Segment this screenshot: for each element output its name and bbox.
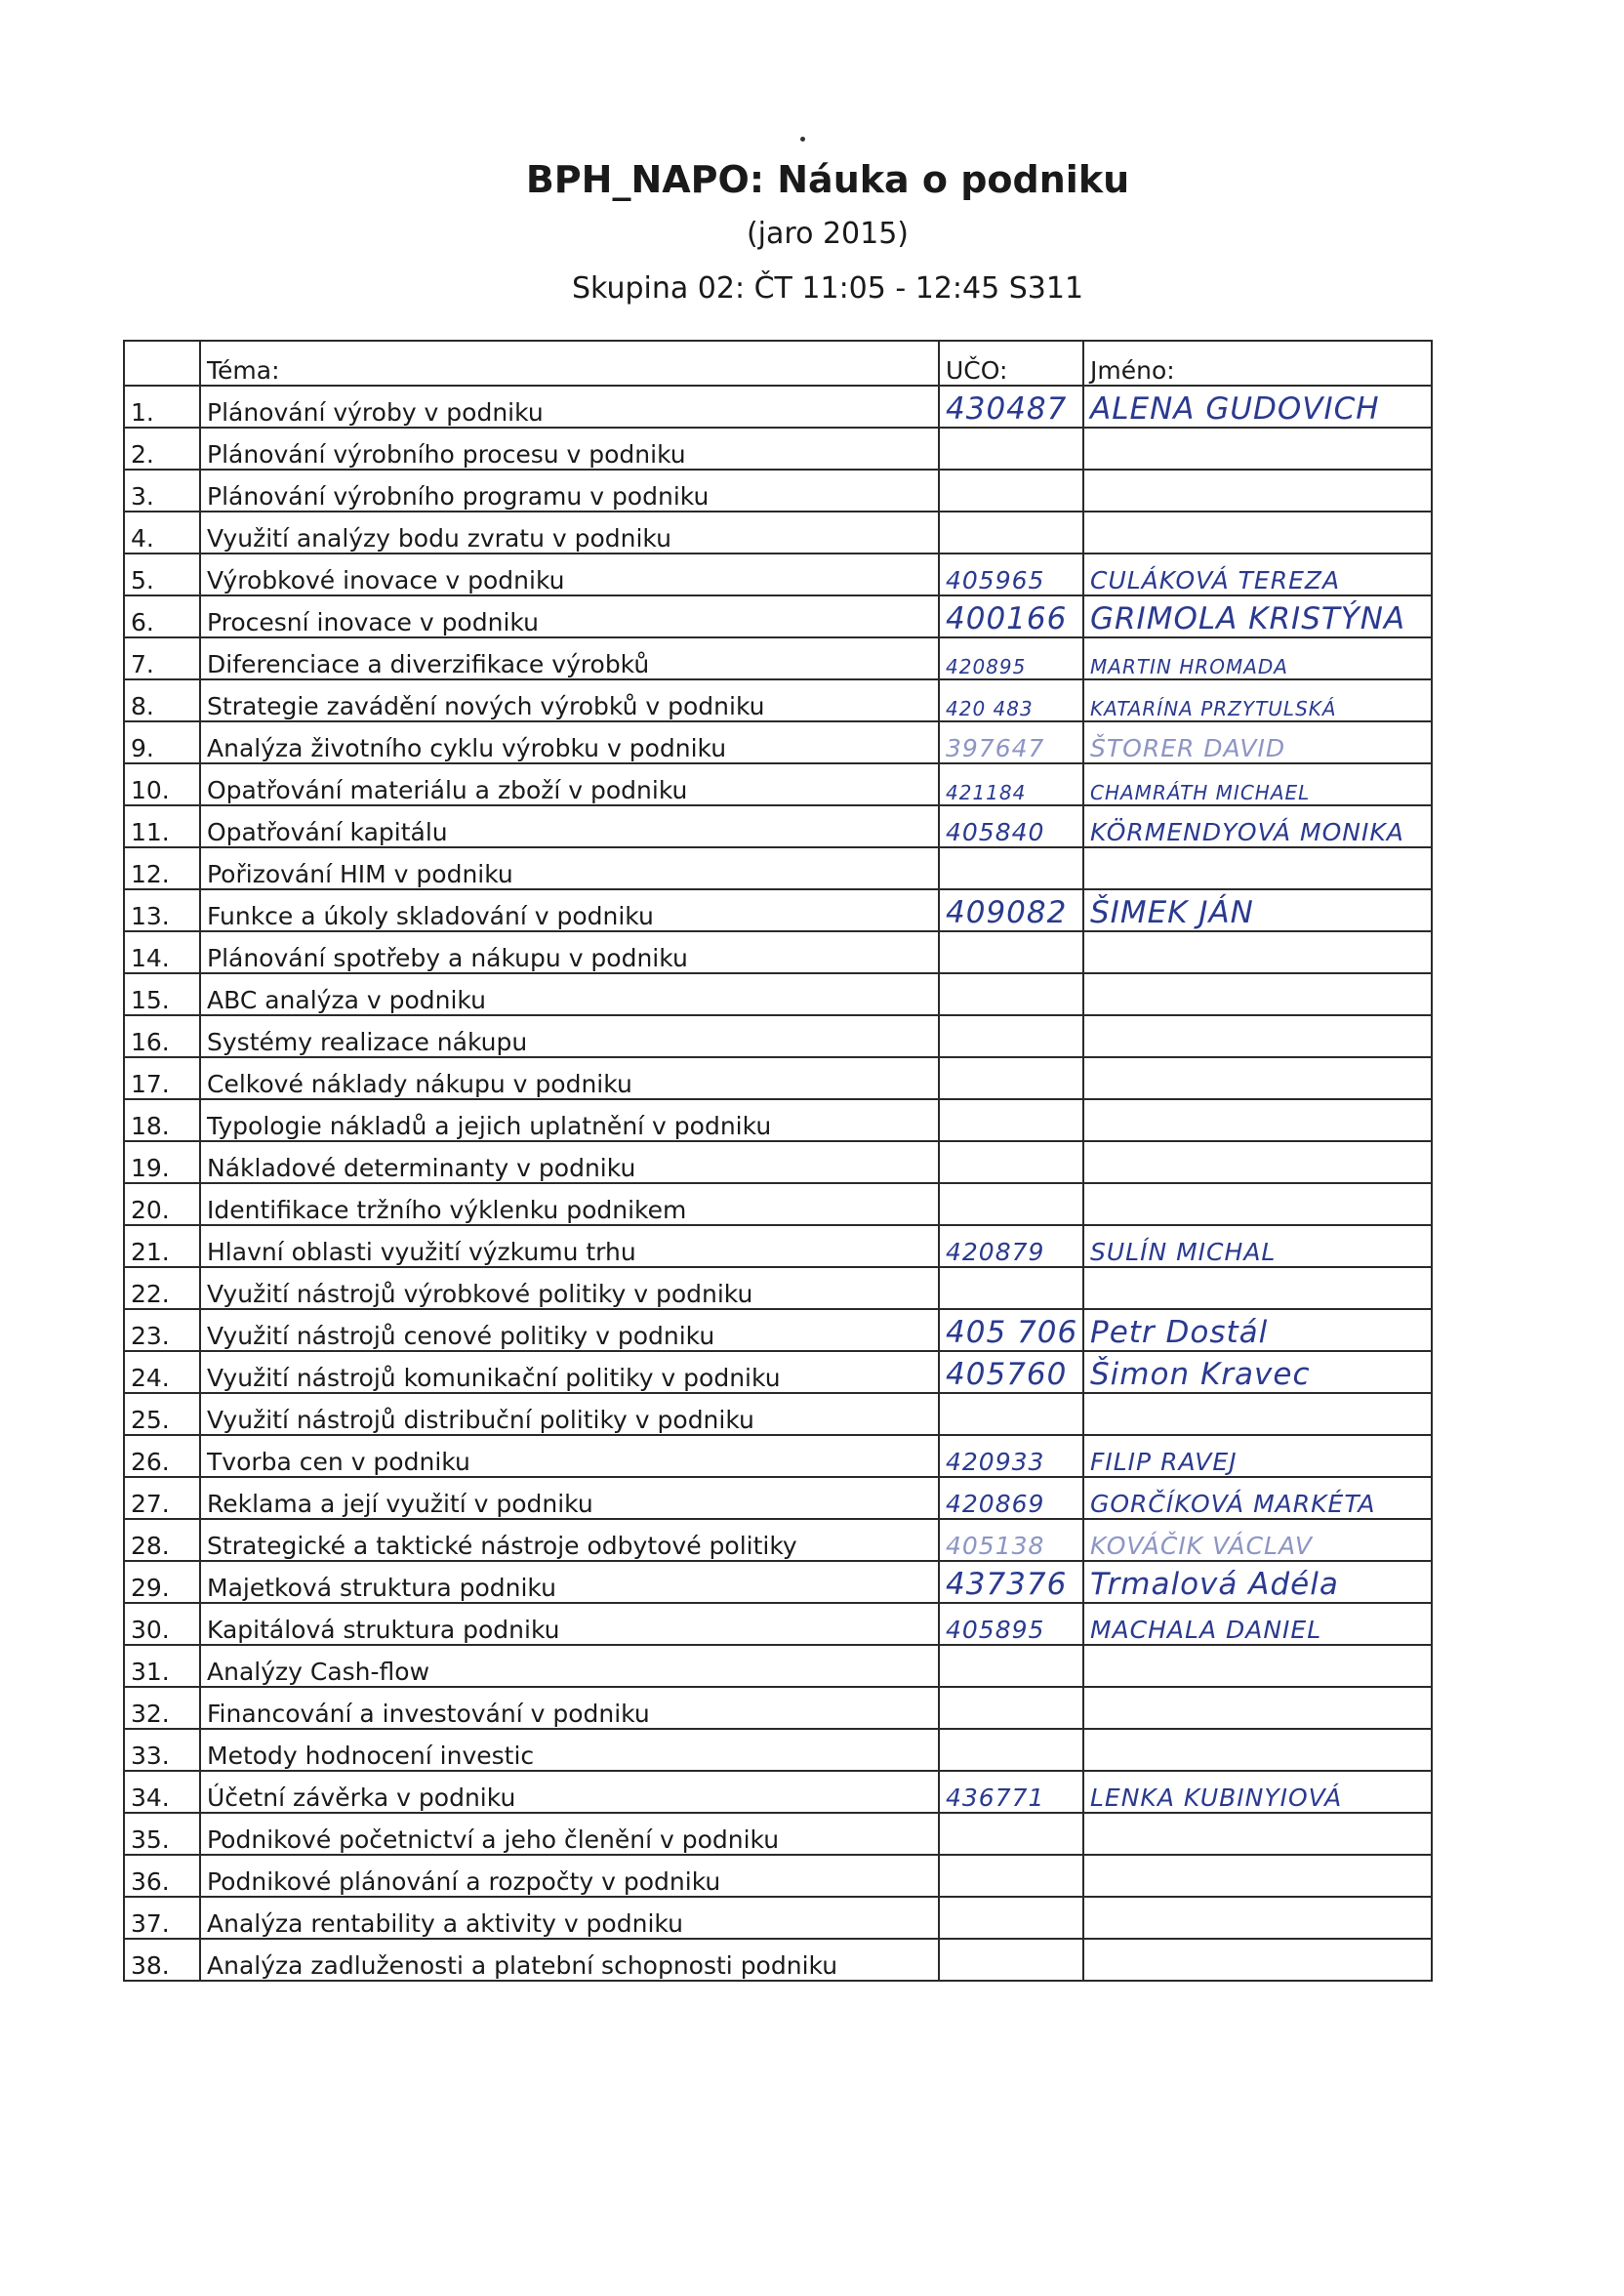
row-name: MARTIN HROMADA [1083,637,1432,679]
table-row [124,1267,1432,1309]
table-row [124,1393,1432,1435]
row-topic: Identifikace tržního výklenku podnikem [200,1183,939,1225]
row-number: 14. [124,931,200,973]
row-number: 10. [124,763,200,805]
row-uco [939,1141,1083,1183]
row-uco: 405965 [939,554,1083,595]
row-uco: 420895 [939,637,1083,679]
row-name [1083,1141,1432,1183]
row-name: GORČÍKOVÁ MARKÉTA [1083,1477,1432,1519]
table-row [124,1645,1432,1687]
row-number: 26. [124,1435,200,1477]
row-number: 18. [124,1099,200,1141]
row-name: Trmalová Adéla [1083,1561,1432,1603]
table-row [124,679,1432,721]
row-name: ŠTORER DAVID [1083,721,1432,763]
table-row [124,1561,1432,1603]
row-uco [939,1393,1083,1435]
row-uco: 405138 [939,1519,1083,1561]
row-name [1083,1183,1432,1225]
row-uco: 436771 [939,1771,1083,1813]
table-row [124,637,1432,679]
row-name [1083,1015,1432,1057]
group-schedule: Skupina 02: ČT 11:05 - 12:45 S311 [571,271,1084,306]
table-row [124,1183,1432,1225]
row-number: 28. [124,1519,200,1561]
table-row [124,470,1432,512]
row-uco [939,1897,1083,1939]
row-name [1083,1267,1432,1309]
row-topic: Nákladové determinanty v podniku [200,1141,939,1183]
table-row [124,1351,1432,1393]
row-topic: Typologie nákladů a jejich uplatnění v podniku [200,1099,939,1141]
row-number: 22. [124,1267,200,1309]
table-row [124,847,1432,889]
row-topic: Procesní inovace v podniku [200,595,939,637]
row-number: 2. [124,428,200,470]
row-number: 21. [124,1225,200,1267]
row-uco: 400166 [939,595,1083,637]
row-name: KATARÍNA PRZYTULSKÁ [1083,679,1432,721]
row-topic: Analýzy Cash-flow [200,1645,939,1687]
table-row [124,1603,1432,1645]
row-number: 31. [124,1645,200,1687]
row-number: 34. [124,1771,200,1813]
table-row [124,554,1432,595]
table-row [124,889,1432,931]
row-name [1083,1099,1432,1141]
row-name: KOVÁČIK VÁCLAV [1083,1519,1432,1561]
row-name: FILIP RAVEJ [1083,1435,1432,1477]
row-uco: 420933 [939,1435,1083,1477]
table-row [124,805,1432,847]
table-header-row [124,341,1432,386]
table-row [124,1015,1432,1057]
row-name: LENKA KUBINYIOVÁ [1083,1771,1432,1813]
row-uco [939,1939,1083,1981]
row-name [1083,1729,1432,1771]
row-topic: Využití nástrojů výrobkové politiky v podniku [200,1267,939,1309]
row-number: 35. [124,1813,200,1855]
topics-table [123,340,1433,1982]
row-topic: Využití nástrojů komunikační politiky v podniku [200,1351,939,1393]
term-label: (jaro 2015) [746,217,910,251]
row-name [1083,1393,1432,1435]
row-number: 25. [124,1393,200,1435]
row-name [1083,470,1432,512]
row-name [1083,1897,1432,1939]
row-name: ALENA GUDOVICH [1083,386,1432,428]
row-topic: Tvorba cen v podniku [200,1435,939,1477]
table-row [124,1687,1432,1729]
row-topic: Strategie zavádění nových výrobků v podniku [200,679,939,721]
row-uco: 405840 [939,805,1083,847]
table-row [124,386,1432,428]
row-name [1083,1057,1432,1099]
row-topic: Plánování spotřeby a nákupu v podniku [200,931,939,973]
row-uco [939,1015,1083,1057]
row-number: 24. [124,1351,200,1393]
row-topic: Reklama a její využití v podniku [200,1477,939,1519]
table-row [124,931,1432,973]
row-number: 37. [124,1897,200,1939]
row-name: MACHALA DANIEL [1083,1603,1432,1645]
table-row [124,1435,1432,1477]
row-number: 16. [124,1015,200,1057]
row-uco [939,1813,1083,1855]
row-topic: ABC analýza v podniku [200,973,939,1015]
row-topic: Analýza zadluženosti a platební schopnosti podniku [200,1939,939,1981]
row-name [1083,428,1432,470]
row-topic: Plánování výrobního procesu v podniku [200,428,939,470]
row-topic: Účetní závěrka v podniku [200,1771,939,1813]
row-uco [939,1183,1083,1225]
row-number: 27. [124,1477,200,1519]
row-topic: Plánování výroby v podniku [200,386,939,428]
row-topic: Analýza rentability a aktivity v podniku [200,1897,939,1939]
row-name: ŠIMEK JÁN [1083,889,1432,931]
row-name: CHAMRÁTH MICHAEL [1083,763,1432,805]
table-row [124,1771,1432,1813]
row-number: 8. [124,679,200,721]
row-topic: Diferenciace a diverzifikace výrobků [200,637,939,679]
table-row [124,1141,1432,1183]
row-uco [939,512,1083,554]
table-row [124,595,1432,637]
row-uco: 397647 [939,721,1083,763]
row-number: 1. [124,386,200,428]
row-uco [939,931,1083,973]
table-row [124,1225,1432,1267]
table-row [124,428,1432,470]
row-topic: Analýza životního cyklu výrobku v podniku [200,721,939,763]
row-number: 38. [124,1939,200,1981]
row-uco [939,1687,1083,1729]
row-name: CULÁKOVÁ TEREZA [1083,554,1432,595]
row-topic: Hlavní oblasti využití výzkumu trhu [200,1225,939,1267]
row-uco: 409082 [939,889,1083,931]
row-topic: Opatřování materiálu a zboží v podniku [200,763,939,805]
row-number: 33. [124,1729,200,1771]
row-uco: 405760 [939,1351,1083,1393]
row-name [1083,931,1432,973]
row-topic: Financování a investování v podniku [200,1687,939,1729]
table-row [124,973,1432,1015]
row-number: 5. [124,554,200,595]
table-row [124,1057,1432,1099]
row-uco [939,470,1083,512]
row-name [1083,847,1432,889]
row-number: 32. [124,1687,200,1729]
row-topic: Strategické a taktické nástroje odbytové politiky [200,1519,939,1561]
row-name [1083,1813,1432,1855]
row-number: 3. [124,470,200,512]
row-name: Petr Dostál [1083,1309,1432,1351]
row-topic: Funkce a úkoly skladování v podniku [200,889,939,931]
document-header [0,152,1624,312]
column-header-uco: UČO: [939,341,1083,386]
row-topic: Plánování výrobního programu v podniku [200,470,939,512]
table-row [124,1939,1432,1981]
row-number: 17. [124,1057,200,1099]
row-topic: Kapitálová struktura podniku [200,1603,939,1645]
row-number: 19. [124,1141,200,1183]
row-topic: Opatřování kapitálu [200,805,939,847]
row-number: 4. [124,512,200,554]
row-topic: Využití analýzy bodu zvratu v podniku [200,512,939,554]
row-uco [939,1729,1083,1771]
row-number: 23. [124,1309,200,1351]
row-uco [939,1057,1083,1099]
table-row [124,763,1432,805]
table-row [124,1477,1432,1519]
row-number: 29. [124,1561,200,1603]
row-topic: Výrobkové inovace v podniku [200,554,939,595]
row-uco [939,847,1083,889]
row-number: 9. [124,721,200,763]
row-name [1083,1855,1432,1897]
row-topic: Majetková struktura podniku [200,1561,939,1603]
ink-dot [800,137,805,142]
course-title: BPH_NAPO: Náuka o podniku [525,158,1130,201]
table-row [124,1729,1432,1771]
row-uco [939,1267,1083,1309]
row-topic: Pořizování HIM v podniku [200,847,939,889]
table-row [124,512,1432,554]
column-header-topic: Téma: [200,341,939,386]
row-number: 12. [124,847,200,889]
row-uco: 421184 [939,763,1083,805]
row-topic: Využití nástrojů distribuční politiky v podniku [200,1393,939,1435]
row-number: 20. [124,1183,200,1225]
row-name: Šimon Kravec [1083,1351,1432,1393]
row-uco [939,973,1083,1015]
row-number: 7. [124,637,200,679]
row-name: GRIMOLA KRISTÝNA [1083,595,1432,637]
table-row [124,721,1432,763]
row-topic: Metody hodnocení investic [200,1729,939,1771]
column-header-name: Jméno: [1083,341,1432,386]
table-row [124,1855,1432,1897]
row-name [1083,1939,1432,1981]
row-topic: Systémy realizace nákupu [200,1015,939,1057]
row-name [1083,1687,1432,1729]
row-uco: 405895 [939,1603,1083,1645]
row-number: 13. [124,889,200,931]
table-row [124,1519,1432,1561]
row-uco: 420 483 [939,679,1083,721]
row-uco: 420869 [939,1477,1083,1519]
row-uco: 430487 [939,386,1083,428]
column-header-number [124,341,200,386]
row-number: 11. [124,805,200,847]
row-uco: 405 706 [939,1309,1083,1351]
row-topic: Podnikové početnictví a jeho členění v podniku [200,1813,939,1855]
row-name [1083,973,1432,1015]
row-name [1083,1645,1432,1687]
row-number: 36. [124,1855,200,1897]
row-uco [939,1099,1083,1141]
table-row [124,1099,1432,1141]
row-number: 30. [124,1603,200,1645]
row-number: 6. [124,595,200,637]
row-topic: Celkové náklady nákupu v podniku [200,1057,939,1099]
table-row [124,1813,1432,1855]
row-name: KÖRMENDYOVÁ MONIKA [1083,805,1432,847]
row-number: 15. [124,973,200,1015]
table-row [124,1309,1432,1351]
row-uco: 420879 [939,1225,1083,1267]
row-uco [939,1645,1083,1687]
row-topic: Využití nástrojů cenové politiky v podniku [200,1309,939,1351]
row-topic: Podnikové plánování a rozpočty v podniku [200,1855,939,1897]
row-name: SULÍN MICHAL [1083,1225,1432,1267]
row-uco [939,1855,1083,1897]
table-row [124,1897,1432,1939]
row-uco [939,428,1083,470]
row-name [1083,512,1432,554]
row-uco: 437376 [939,1561,1083,1603]
